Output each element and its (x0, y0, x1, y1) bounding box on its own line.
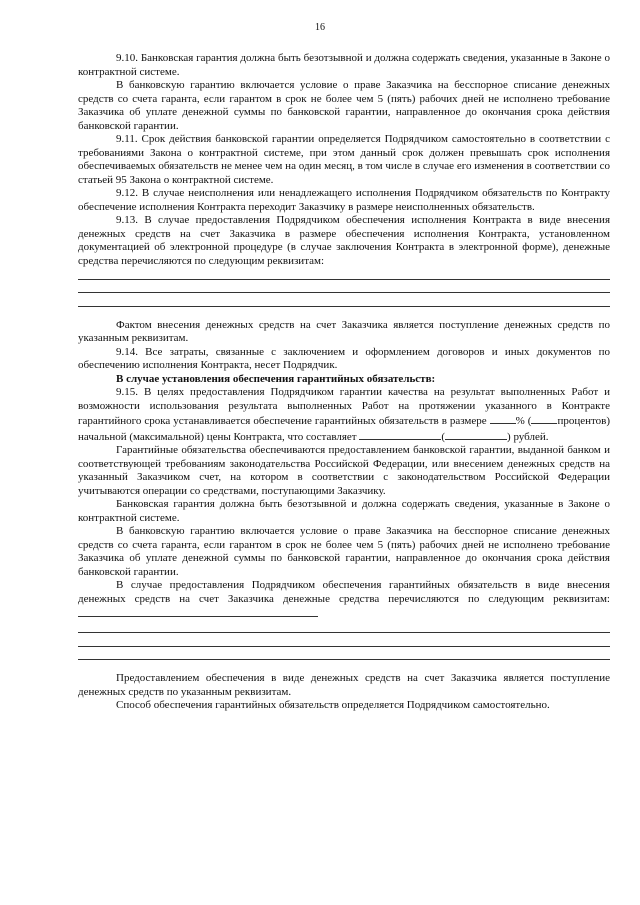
requisites-blank-line (78, 282, 610, 296)
paragraph-9-15 (78, 386, 610, 444)
requisites-blank-line (78, 622, 610, 636)
percent-words-blank (531, 413, 557, 424)
requisites-blank-line (78, 295, 610, 309)
paragraph-9-14: 9.14. Все затраты, связанные с заключением и оформлением договоров и иных документов по обеспечению исполнения Контракта, несет Подрядчик. (78, 345, 610, 371)
paragraph-deposit-fact: Фактом внесения денежных средств на счет Заказчика является поступление денежных средств по указанным реквизитам. (78, 318, 610, 344)
paragraph-deposit-requisites (78, 579, 610, 622)
amount-open-paren: ( (441, 430, 446, 443)
paragraph-9-10: 9.10. Банковская гарантия должна быть безотзывной и должна содержать сведения, указанные в Законе о контрактной системе. (78, 52, 610, 78)
paragraph-irrevocable: Банковская гарантия должна быть безотзывной и должна содержать сведения, указанные в Законе о контрактной системе. (78, 498, 610, 524)
paragraph-9-13: 9.13. В случае предоставления Подрядчиком обеспечения исполнения Контракта в виде внесения денежных средств на счет Заказчика в размере обеспечения исполнения Контракта, установленном документацией об электронной процедуре (в случае заключения Контракта в электронной форме), денежные средства перечисляются по следующим реквизитам: (78, 214, 610, 267)
paragraph-9-15-text-2: процентов) начальной (максимальной) цены Контракта, что составляет (78, 415, 610, 443)
amount-words-blank (445, 429, 507, 440)
paragraph-provision-fact: Предоставлением обеспечения в виде денежных средств на счет Заказчика является поступление денежных средств по указанным реквизитам. (78, 672, 610, 698)
amount-rubles-label: ) рублей. (507, 430, 549, 443)
requisites-blank-line (78, 268, 610, 282)
requisites-blank-line (78, 635, 610, 649)
paragraph-9-11: 9.11. Срок действия банковской гарантии определяется Подрядчиком самостоятельно в соответствии с требованиями Закона о контрактной системе, при этом данный срок должен превышать срок исполнения обеспечиваемых обязательств не менее чем на один месяц, в том числе в случае его изменения в соответствии со статьей 95 Закона о контрактной системе. (78, 133, 610, 186)
percent-label: % ( (515, 415, 532, 427)
paragraph-guarantee-obligations: Гарантийные обязательства обеспечиваются предоставлением банковской гарантии, выданной банком и соответствующей требованиям законодательства Российской Федерации, или внесением денежных средств на указанный Заказчиком счет, на котором в соответствии с законодательством Российской Федерации учитываются операции со средствами, поступающими Заказчику. (78, 444, 610, 497)
paragraph-bank-guarantee-condition: В банковскую гарантию включается условие о праве Заказчика на бесспорное списание денежных средств со счета гаранта, если гарантом в срок не более чем 5 (пять) рабочих дней не исполнено требование Заказчика об уплате денежной суммы по банковской гарантии, направленное до окончания срока действия банковской гарантии. (78, 79, 610, 132)
amount-blank (359, 429, 441, 440)
paragraph-method: Способ обеспечения гарантийных обязательств определяется Подрядчиком самостоятельно. (116, 699, 550, 711)
document-body (78, 52, 610, 713)
paragraph-9-12: 9.12. В случае неисполнения или ненадлежащего исполнения Подрядчиком обязательств по Контракту обеспечение исполнения Контракта переходит Заказчику в размере неисполненных обязательств. (78, 187, 610, 213)
requisites-inline-blank (78, 606, 318, 617)
paragraph-9-15-text: 9.15. В целях предоставления Подрядчиком гарантии качества на результат выполненных Работ и возможности использования результата выполненных Работ на протяжении указанного в Контракте гарантийного срока устанавливается обеспечение гарантийных обязательств в размере (78, 386, 610, 427)
paragraph-deposit-requisites-text: В случае предоставления Подрядчиком обеспечения гарантийных обязательств в виде внесения денежных средств на счет Заказчика денежные средства перечисляются по следующим реквизитам: (78, 579, 610, 605)
section-heading: В случае установления обеспечения гарантийных обязательств: (116, 372, 436, 385)
page-number: 16 (315, 22, 325, 33)
paragraph-bank-guarantee-condition-2: В банковскую гарантию включается условие о праве Заказчика на бесспорное списание денежных средств со счета гаранта, если гарантом в срок не более чем 5 (пять) рабочих дней не исполнено требование Заказчика об уплате денежной суммы по банковской гарантии, направленное до окончания срока действия банковской гарантии. (78, 525, 610, 578)
percent-blank (490, 413, 516, 424)
requisites-blank-line (78, 649, 610, 663)
